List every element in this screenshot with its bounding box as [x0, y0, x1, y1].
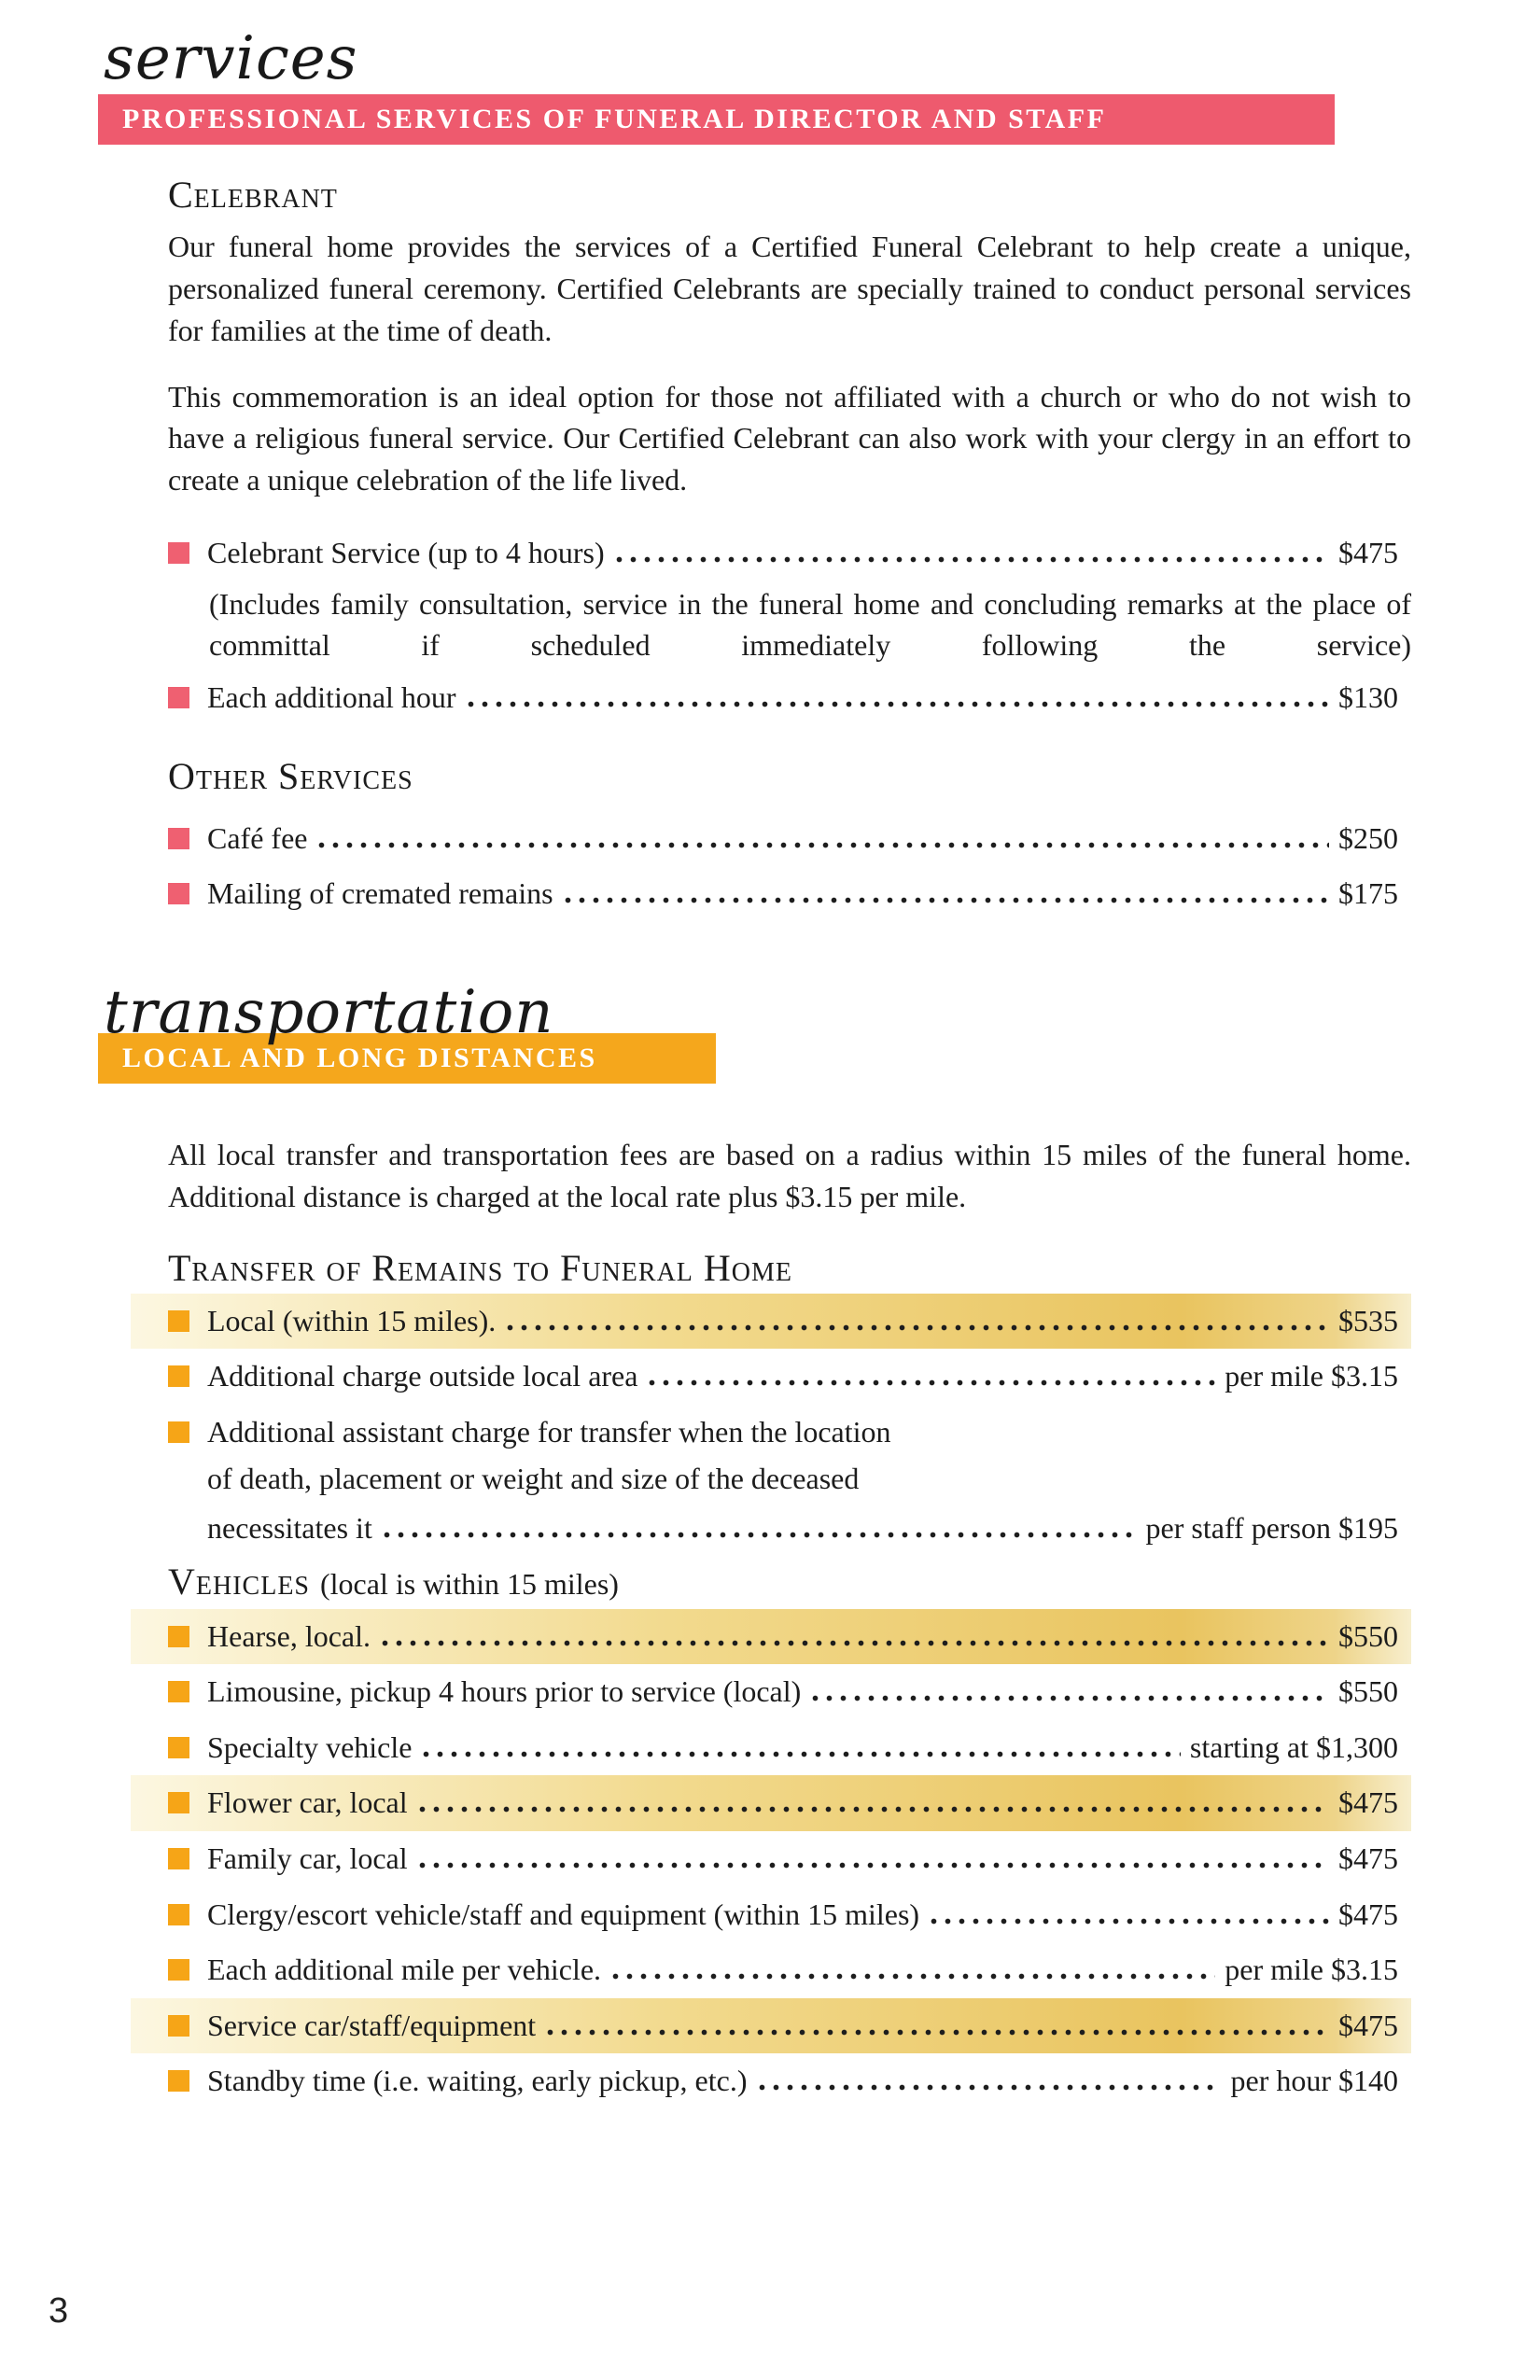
item-price: starting at $1,300	[1189, 1729, 1398, 1764]
item-label: Each additional mile per vehicle.	[207, 1953, 602, 1987]
transfer-heading: Transfer of Remains to Funeral Home	[168, 1246, 793, 1289]
price-row	[131, 1887, 1411, 1943]
vehicles-price-list	[168, 1609, 1411, 2109]
dotted-leader	[464, 701, 1329, 707]
page-number: 3	[49, 2291, 69, 2331]
square-bullet-icon	[168, 1792, 189, 1813]
price-row-highlighted	[131, 1609, 1411, 1665]
square-bullet-icon	[168, 1848, 189, 1869]
item-price: $475	[1338, 1785, 1398, 1820]
services-banner	[98, 94, 1335, 145]
services-section-title: services	[104, 24, 358, 93]
item-label: Additional assistant charge for transfer when the location	[207, 1414, 891, 1449]
dotted-leader	[609, 1973, 1215, 1980]
transportation-section-title: transportation	[104, 977, 554, 1047]
multiline-first-line	[131, 1405, 1411, 1454]
item-label: Flower car, local	[207, 1785, 408, 1820]
item-price: $175	[1338, 876, 1398, 911]
dotted-leader	[561, 897, 1329, 903]
item-note: (Includes family consultation, service in the funeral home and concluding remarks at the place of committal if scheduled immediately following the service)	[209, 586, 1411, 663]
item-price: $475	[1338, 1841, 1398, 1876]
item-label: Additional charge outside local area	[207, 1359, 638, 1393]
item-label: Mailing of cremated remains	[207, 876, 553, 911]
item-price: $550	[1338, 1674, 1398, 1709]
item-label: Hearse, local.	[207, 1618, 371, 1653]
price-row-multiline	[168, 1405, 1411, 1554]
item-price: per mile $3.15	[1225, 1359, 1398, 1393]
dotted-leader	[612, 556, 1329, 563]
dotted-leader	[315, 842, 1329, 848]
section-divider-space	[98, 922, 1411, 982]
item-label: Specialty vehicle	[207, 1729, 413, 1764]
price-row-highlighted	[131, 1294, 1411, 1350]
item-price: per mile $3.15	[1225, 1953, 1398, 1987]
vehicles-heading-label: Vehicles	[168, 1560, 310, 1603]
price-row	[131, 1720, 1411, 1776]
item-price: $550	[1338, 1618, 1398, 1653]
price-row	[131, 1942, 1411, 1998]
dotted-leader	[543, 2029, 1329, 2036]
item-price: $535	[1338, 1303, 1398, 1337]
services-content	[168, 173, 1411, 922]
dotted-leader	[415, 1806, 1329, 1813]
price-row	[131, 525, 1411, 581]
price-row	[131, 1664, 1411, 1720]
square-bullet-icon	[168, 828, 189, 849]
celebrant-heading: Celebrant	[168, 174, 338, 217]
item-price: $130	[1338, 680, 1398, 715]
square-bullet-icon	[168, 1959, 189, 1981]
item-label: Family car, local	[207, 1841, 408, 1876]
price-row-highlighted	[131, 1998, 1411, 2054]
item-label: Local (within 15 miles).	[207, 1303, 497, 1337]
square-bullet-icon	[168, 1421, 189, 1443]
dotted-leader	[415, 1862, 1329, 1869]
item-label: Café fee	[207, 820, 308, 855]
square-bullet-icon	[168, 1365, 189, 1387]
celebrant-price-list	[168, 525, 1411, 726]
services-banner-label: PROFESSIONAL SERVICES OF FUNERAL DIRECTOR AND STAFF	[122, 104, 1107, 135]
item-price: $475	[1338, 1897, 1398, 1931]
square-bullet-icon	[168, 687, 189, 708]
item-label: Each additional hour	[207, 680, 456, 715]
item-price: $475	[1338, 535, 1398, 569]
item-label: Clergy/escort vehicle/staff and equipment (within 15 miles)	[207, 1897, 920, 1931]
item-price: per staff person $195	[1145, 1511, 1398, 1546]
square-bullet-icon	[168, 1681, 189, 1702]
dotted-leader	[645, 1379, 1215, 1386]
dotted-leader	[808, 1695, 1329, 1701]
price-row-highlighted	[131, 1775, 1411, 1831]
square-bullet-icon	[168, 2015, 189, 2037]
price-row	[131, 811, 1411, 867]
dotted-leader	[927, 1918, 1329, 1925]
dotted-leader	[419, 1751, 1180, 1757]
item-label: necessitates it	[207, 1511, 372, 1546]
celebrant-paragraph-1: Our funeral home provides the services of a Certified Funeral Celebrant to help create a unique, personalized funeral ceremony. Certified Celebrants are specially trained to conduct personal services for families at the time of death.	[168, 230, 1411, 347]
square-bullet-icon	[168, 1626, 189, 1647]
square-bullet-icon	[168, 2070, 189, 2092]
square-bullet-icon	[168, 542, 189, 564]
transfer-price-list	[168, 1294, 1411, 1554]
item-price: $250	[1338, 820, 1398, 855]
item-label: Limousine, pickup 4 hours prior to service (local)	[207, 1674, 802, 1709]
multiline-second-line: of death, placement or weight and size of the deceased	[207, 1461, 860, 1495]
price-row	[131, 2053, 1411, 2109]
celebrant-paragraph-2: This commemoration is an ideal option for those not affiliated with a church or who do not wish to have a religious funeral service. Our Certified Celebrant can also work with your clergy in an effort to create a unique celebration of the life lived.	[168, 379, 1411, 497]
square-bullet-icon	[168, 1904, 189, 1925]
transportation-intro: All local transfer and transportation fees are based on a radius within 15 miles of the funeral home. Additional distance is charged at the local rate plus $3.15 per mile.	[168, 1138, 1411, 1213]
item-price: $475	[1338, 2008, 1398, 2042]
other-services-price-list	[168, 811, 1411, 922]
square-bullet-icon	[168, 1737, 189, 1758]
dotted-leader	[755, 2084, 1222, 2091]
item-label: Service car/staff/equipment	[207, 2008, 537, 2042]
price-row	[131, 1831, 1411, 1887]
square-bullet-icon	[168, 883, 189, 904]
price-row	[131, 1349, 1411, 1405]
item-label: Celebrant Service (up to 4 hours)	[207, 535, 605, 569]
price-row	[131, 670, 1411, 726]
dotted-leader	[380, 1532, 1137, 1538]
other-services-heading: Other Services	[168, 754, 413, 797]
square-bullet-icon	[168, 1310, 189, 1332]
vehicles-heading-note: (local is within 15 miles)	[320, 1566, 619, 1601]
transportation-content	[168, 1134, 1411, 2109]
item-price: per hour $140	[1230, 2064, 1398, 2098]
price-row	[131, 866, 1411, 922]
item-label: Standby time (i.e. waiting, early pickup, etc.)	[207, 2064, 748, 2098]
dotted-leader	[378, 1640, 1329, 1646]
multiline-third-line	[131, 1504, 1411, 1554]
dotted-leader	[503, 1324, 1329, 1331]
vehicles-heading	[168, 1560, 1411, 1603]
transportation-banner-label: LOCAL AND LONG DISTANCES	[122, 1043, 597, 1074]
